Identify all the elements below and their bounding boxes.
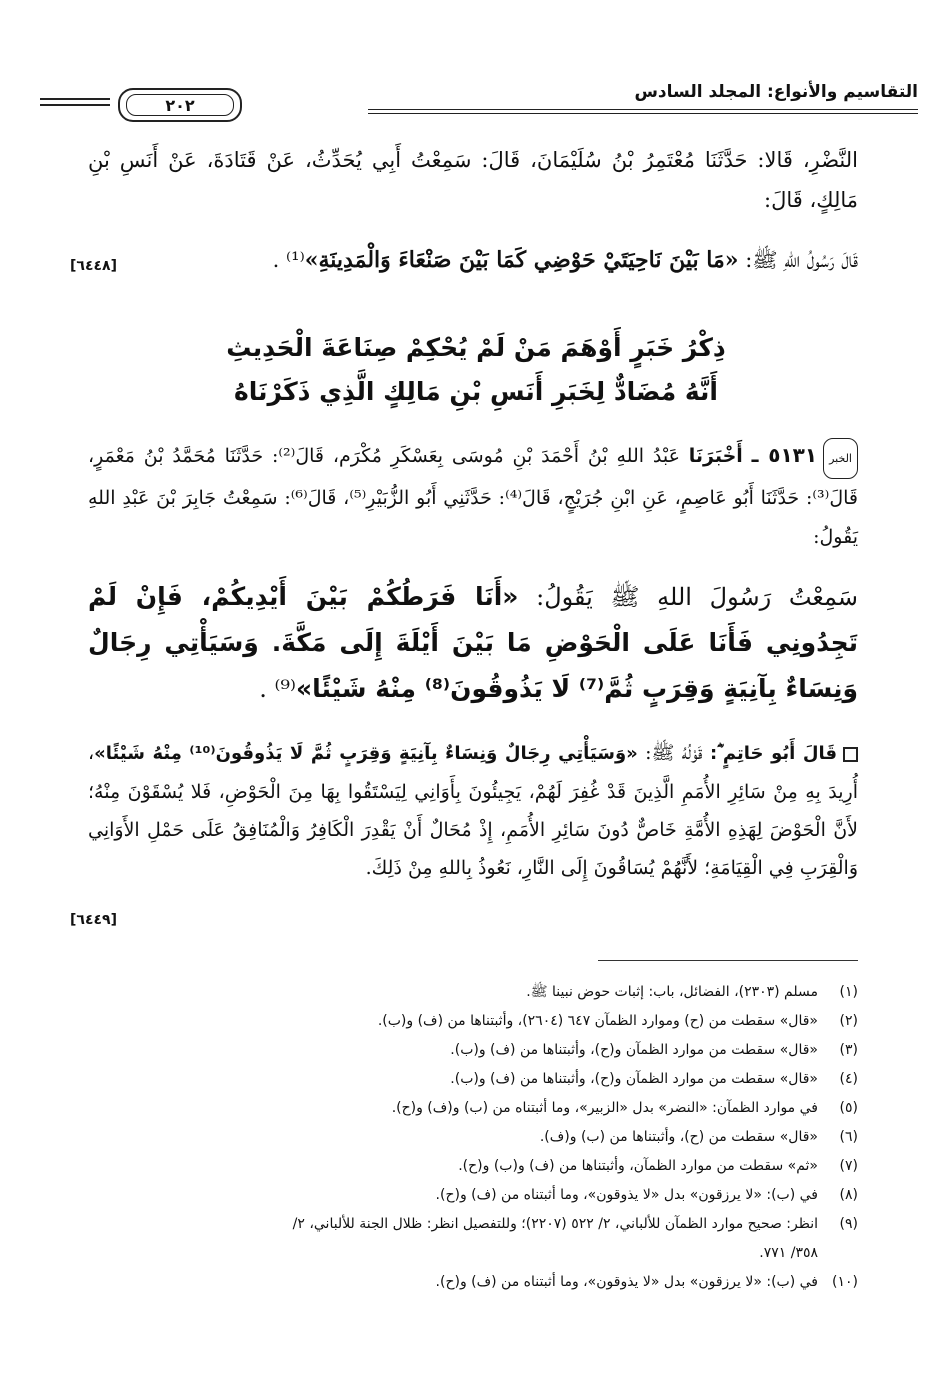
footnote-number: (٥) [839, 1100, 858, 1116]
footnote-number: (٢) [839, 1013, 858, 1029]
footnote-text: في موارد الظمآن: «النضر» بدل «الزبير»، وما أثبتناه من (ب) و(ف) و(ح). [391, 1100, 818, 1116]
header-dash [40, 98, 110, 100]
quoted-hadith: «وَسَيَأْتِي رِجَالٌ وَنِسَاءٌ بِآنِيَةٍ وَقِرَبٍ ثُمَّ لَا يَذُوقُونَ⁽¹⁰⁾ مِنْهُ شَيْئًا» [94, 743, 638, 764]
footnote-separator [598, 960, 858, 961]
hadith-lead: سَمِعْتُ رَسُولَ اللهِ ﷺ يَقُولُ: [518, 583, 858, 611]
footnote-number: (١) [839, 984, 858, 1000]
paragraph-isnad-5131 [88, 436, 858, 557]
hadith-number: ٥١٣١ ـ [751, 443, 818, 467]
header-rule [368, 113, 918, 114]
page-number: ٢٠٢ [126, 94, 234, 116]
footnote-text: في (ب): «لا يرزقون» بدل «لا يذوقون»، وما أثبتناه من (ف) و(ح). [435, 1187, 818, 1203]
footnote-text: مسلم (٢٣٠٣)، الفضائل، باب: إثبات حوض نبينا ﷺ. [526, 984, 818, 1000]
chapter-heading [94, 326, 858, 414]
heading-line-1: ذِكْرُ خَبَرٍ أَوْهَمَ مَنْ لَمْ يُحْكِمْ صِنَاعَةَ الْحَدِيثِ [226, 333, 726, 362]
footnote-text: «قال» سقطت من (ح) وموارد الظمآن ٦٤٧ (٢٦٠٤)، وأثبتناها من (ف) و(ب). [377, 1013, 818, 1029]
footnote [78, 1123, 858, 1152]
footnote-number: (٩) [839, 1216, 858, 1232]
footnote-number: (٦) [839, 1129, 858, 1145]
footnote-text: «قال» سقطت من موارد الظمآن و(ح)، وأثبتناها من (ف) و(ب). [450, 1071, 818, 1087]
footnote-marker: ⁽¹⁾ . [272, 248, 305, 272]
hadith-reference-number: [٦٤٤٨] [70, 258, 117, 274]
hadith-lead: قَالَ رَسُولُ اللهِ ﷺ: [738, 248, 858, 272]
header-dash [40, 104, 110, 106]
paragraph-commentary [88, 734, 858, 887]
footnote-text: «ثم» سقطت من موارد الظمآن، وأثبتناها من (ف) و(ب) و(ح). [458, 1158, 818, 1174]
paragraph-hadith-matn [88, 574, 858, 712]
commentary-speaker: قَالَ أَبُو حَاتِمٍ ؓ: [702, 743, 837, 764]
isnad-text: عَبْدُ اللهِ بْنُ أَحْمَدَ بْنِ مُوسَى بِعَسْكَرِ مُكْرَم، قَالَ⁽²⁾: حَدَّثَنَا مُحَمَّدُ بْنُ مَعْمَرٍ، قَالَ⁽³⁾: حَدَّثَنَا أَبُو عَاصِمٍ، عَنِ ابْنِ جُرَيْجٍ، قَالَ⁽⁴⁾: حَدَّثَنِي أَبُو الزُّبَيْرِ⁽⁵⁾، قَالَ⁽⁶⁾: سَمِعْتُ جَابِرَ بْنَ عَبْدِ اللهِ يَقُولُ: [88, 445, 859, 548]
footnote-number: (٨) [839, 1187, 858, 1203]
footnote [78, 1094, 858, 1123]
footnote [78, 1268, 858, 1297]
footnote-marker: ⁽⁹⁾ . [259, 675, 296, 703]
footnote-text: في (ب): «لا يرزقون» بدل «لا يذوقون»، وما أثبتناه من (ف) و(ح). [435, 1274, 818, 1290]
heading-line-2: أَنَّهُ مُضَادٌّ لِخَبَرِ أَنَسِ بْنِ مَالِكٍ الَّذِي ذَكَرْنَاهُ [233, 377, 718, 406]
header-rule [368, 109, 918, 110]
footnote [78, 1065, 858, 1094]
quote-lead: قَوْلُهُ ﷺ: [637, 742, 703, 764]
page-header [38, 78, 918, 122]
footnote [78, 978, 858, 1007]
footnote-text-continuation: ٣٥٨/ ٧٧١. [759, 1245, 818, 1261]
footnote-number: (٣) [839, 1042, 858, 1058]
commentary-text: ، أُرِيدَ بِهِ مِنْ سَائِرِ الأُمَمِ الَّذِينَ قَدْ غُفِرَ لَهُمْ، يَجِيئُونَ بِأَوَانِي لِيَسْتَقُوا بِهَا مِنَ الْحَوْضِ، فَلا يُسْقَوْنَ مِنْهُ؛ لأَنَّ الْحَوْضَ لِهَذِهِ الأُمَّةِ خَاصٌّ دُونَ سَائِرِ الأُمَمِ، إِذْ مُحَالٌ أَنْ يَقْدِرَ الْكَافِرُ وَالْمُنَافِقُ عَلَى حَمْلِ الأَوَانِي وَالْقِرَبِ فِي الْقِيَامَةِ؛ لأَنَّهُمْ يُسَاقُونَ إِلَى النَّارِ، نَعُوذُ بِاللهِ مِنْ ذَلِكَ. [88, 742, 858, 879]
paragraph-isnad-continuation: النَّضْرِ، قَالا: حَدَّثَنَا مُعْتَمِرُ بْنُ سُلَيْمَانَ، قَالَ: سَمِعْتُ أَبِي يُحَدِّثُ، عَنْ قَتَادَةَ، عَنْ أَنَسِ بْنِ مَالِكٍ، قَالَ: [88, 148, 858, 212]
akhbarana-word: أَخْبَرَنَا [688, 445, 743, 467]
footnote-text: «قال» سقطت من موارد الظمآن و(ح)، وأثبتناها من (ف) و(ب). [450, 1042, 818, 1058]
footnote [78, 1210, 858, 1268]
square-bullet-icon [843, 747, 858, 762]
footnote-number: (١٠) [832, 1274, 858, 1290]
hadith-matn: «مَا بَيْنَ نَاحِيَتَيْ حَوْضِي كَمَا بَيْنَ صَنْعَاءَ وَالْمَدِينَةِ» [304, 247, 739, 273]
khabar-badge: الخبر [823, 438, 858, 479]
footnote-number: (٤) [839, 1071, 858, 1087]
footnote [78, 1007, 858, 1036]
footnote-text [78, 1210, 818, 1268]
page-number-frame [118, 88, 242, 122]
footnote [78, 1152, 858, 1181]
footnote-number: (٧) [839, 1158, 858, 1174]
hadith-reference-number: [٦٤٤٩] [70, 912, 117, 928]
hadith-matn: «أَنَا فَرَطُكُمْ بَيْنَ أَيْدِيكُمْ، فَإِنْ لَمْ تَجِدُونِي فَأَنَا عَلَى الْحَوْضِ مَا بَيْنَ أَيْلَةَ إِلَى مَكَّةَ. وَسَيَأْتِي رِجَالٌ وَنِسَاءٌ بِآنِيَةٍ وَقِرَبٍ ثُمَّ⁽⁷⁾ لَا يَذُوقُونَ⁽⁸⁾ مِنْهُ شَيْئًا» [88, 582, 858, 703]
footnotes [78, 978, 858, 1297]
footnote [78, 1036, 858, 1065]
running-title: التقاسيم والأنواع: المجلد السادس [634, 82, 918, 102]
footnote-text: «قال» سقطت من (ح)، وأثبتناها من (ب) و(ف). [539, 1129, 818, 1145]
paragraph-hadith-6448 [88, 240, 858, 280]
footnote [78, 1181, 858, 1210]
footnote-text-line: انظر: صحيح موارد الظمآن للألباني، ٢/ ٥٢٢ (٢٢٠٧)؛ وللتفصيل انظر: ظلال الجنة للألباني، ٢/ [292, 1216, 818, 1232]
